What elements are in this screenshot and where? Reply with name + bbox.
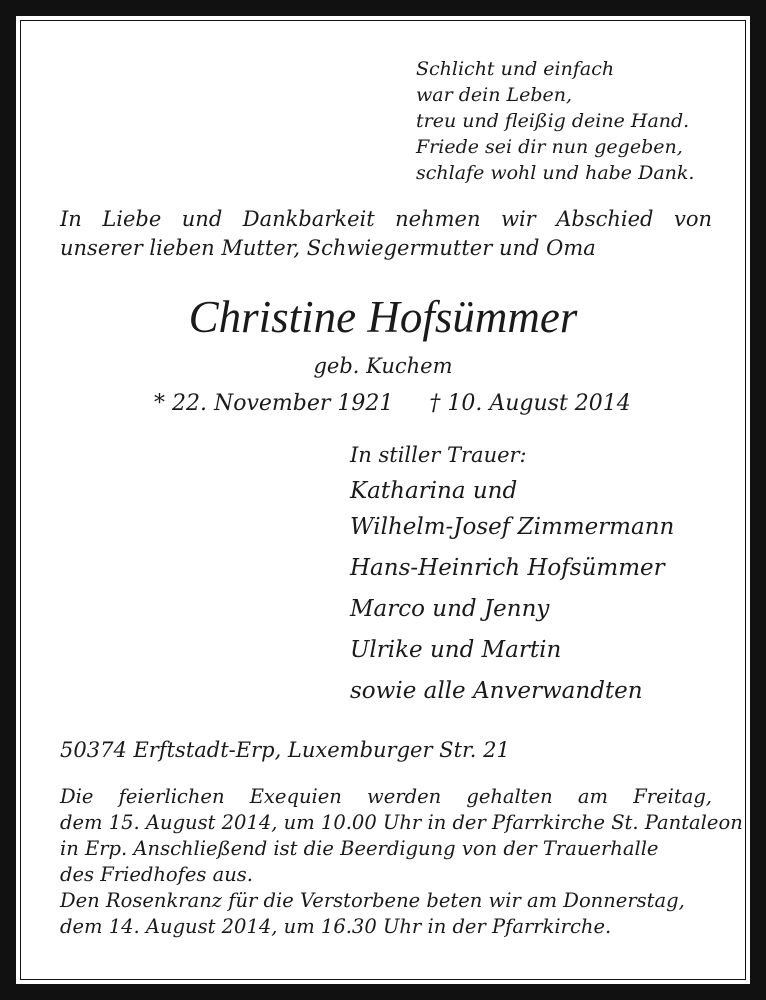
birth-date: * 22. November 1921 <box>154 391 394 416</box>
deceased-name: Christine Hofsümmer <box>188 292 578 342</box>
details-line: dem 15. August 2014, um 10.00 Uhr in der Pfarrkirche St. Pantaleon <box>60 811 743 834</box>
family-address: 50374 Erftstadt-Erp, Luxemburger Str. 21 <box>60 738 510 762</box>
poem-line: Schlicht und einfach <box>416 58 615 80</box>
service-details <box>60 784 743 940</box>
poem-line: Friede sei dir nun gegeben, <box>416 136 683 158</box>
intro-line: In Liebe und Dankbarkeit nehmen wir Abschied von <box>60 207 712 231</box>
life-dates <box>154 389 631 419</box>
poem-line: treu und fleißig deine Hand. <box>416 110 690 132</box>
poem-line: schlafe wohl und habe Dank. <box>416 162 695 184</box>
mourner-name: sowie alle Anverwandten <box>350 678 643 704</box>
poem-line: war dein Leben, <box>416 84 573 106</box>
poem-verse <box>416 56 694 186</box>
mourners-heading: In stiller Trauer: <box>350 443 527 467</box>
details-line: Die feierlichen Exequien werden gehalten am Freitag, <box>60 785 712 808</box>
details-line: des Friedhofes aus. <box>60 863 253 886</box>
mourner-name: Marco und Jenny <box>350 596 550 622</box>
details-line: Den Rosenkranz für die Verstorbene beten wir am Donnerstag, <box>60 889 685 912</box>
mourner-name: Hans-Heinrich Hofsümmer <box>350 555 665 581</box>
death-date: † 10. August 2014 <box>429 391 631 416</box>
mourner-name: Ulrike und Martin <box>350 637 562 663</box>
mourner-name: Wilhelm-Josef Zimmermann <box>350 514 675 540</box>
details-line: in Erp. Anschließend ist die Beerdigung von der Trauerhalle <box>60 837 659 860</box>
details-line: dem 14. August 2014, um 16.30 Uhr in der Pfarrkirche. <box>60 915 612 938</box>
intro-text <box>60 205 712 263</box>
mourner-name: Katharina und <box>350 478 518 504</box>
maiden-name: geb. Kuchem <box>313 354 453 378</box>
intro-line: unserer lieben Mutter, Schwiegermutter und Oma <box>60 236 596 260</box>
